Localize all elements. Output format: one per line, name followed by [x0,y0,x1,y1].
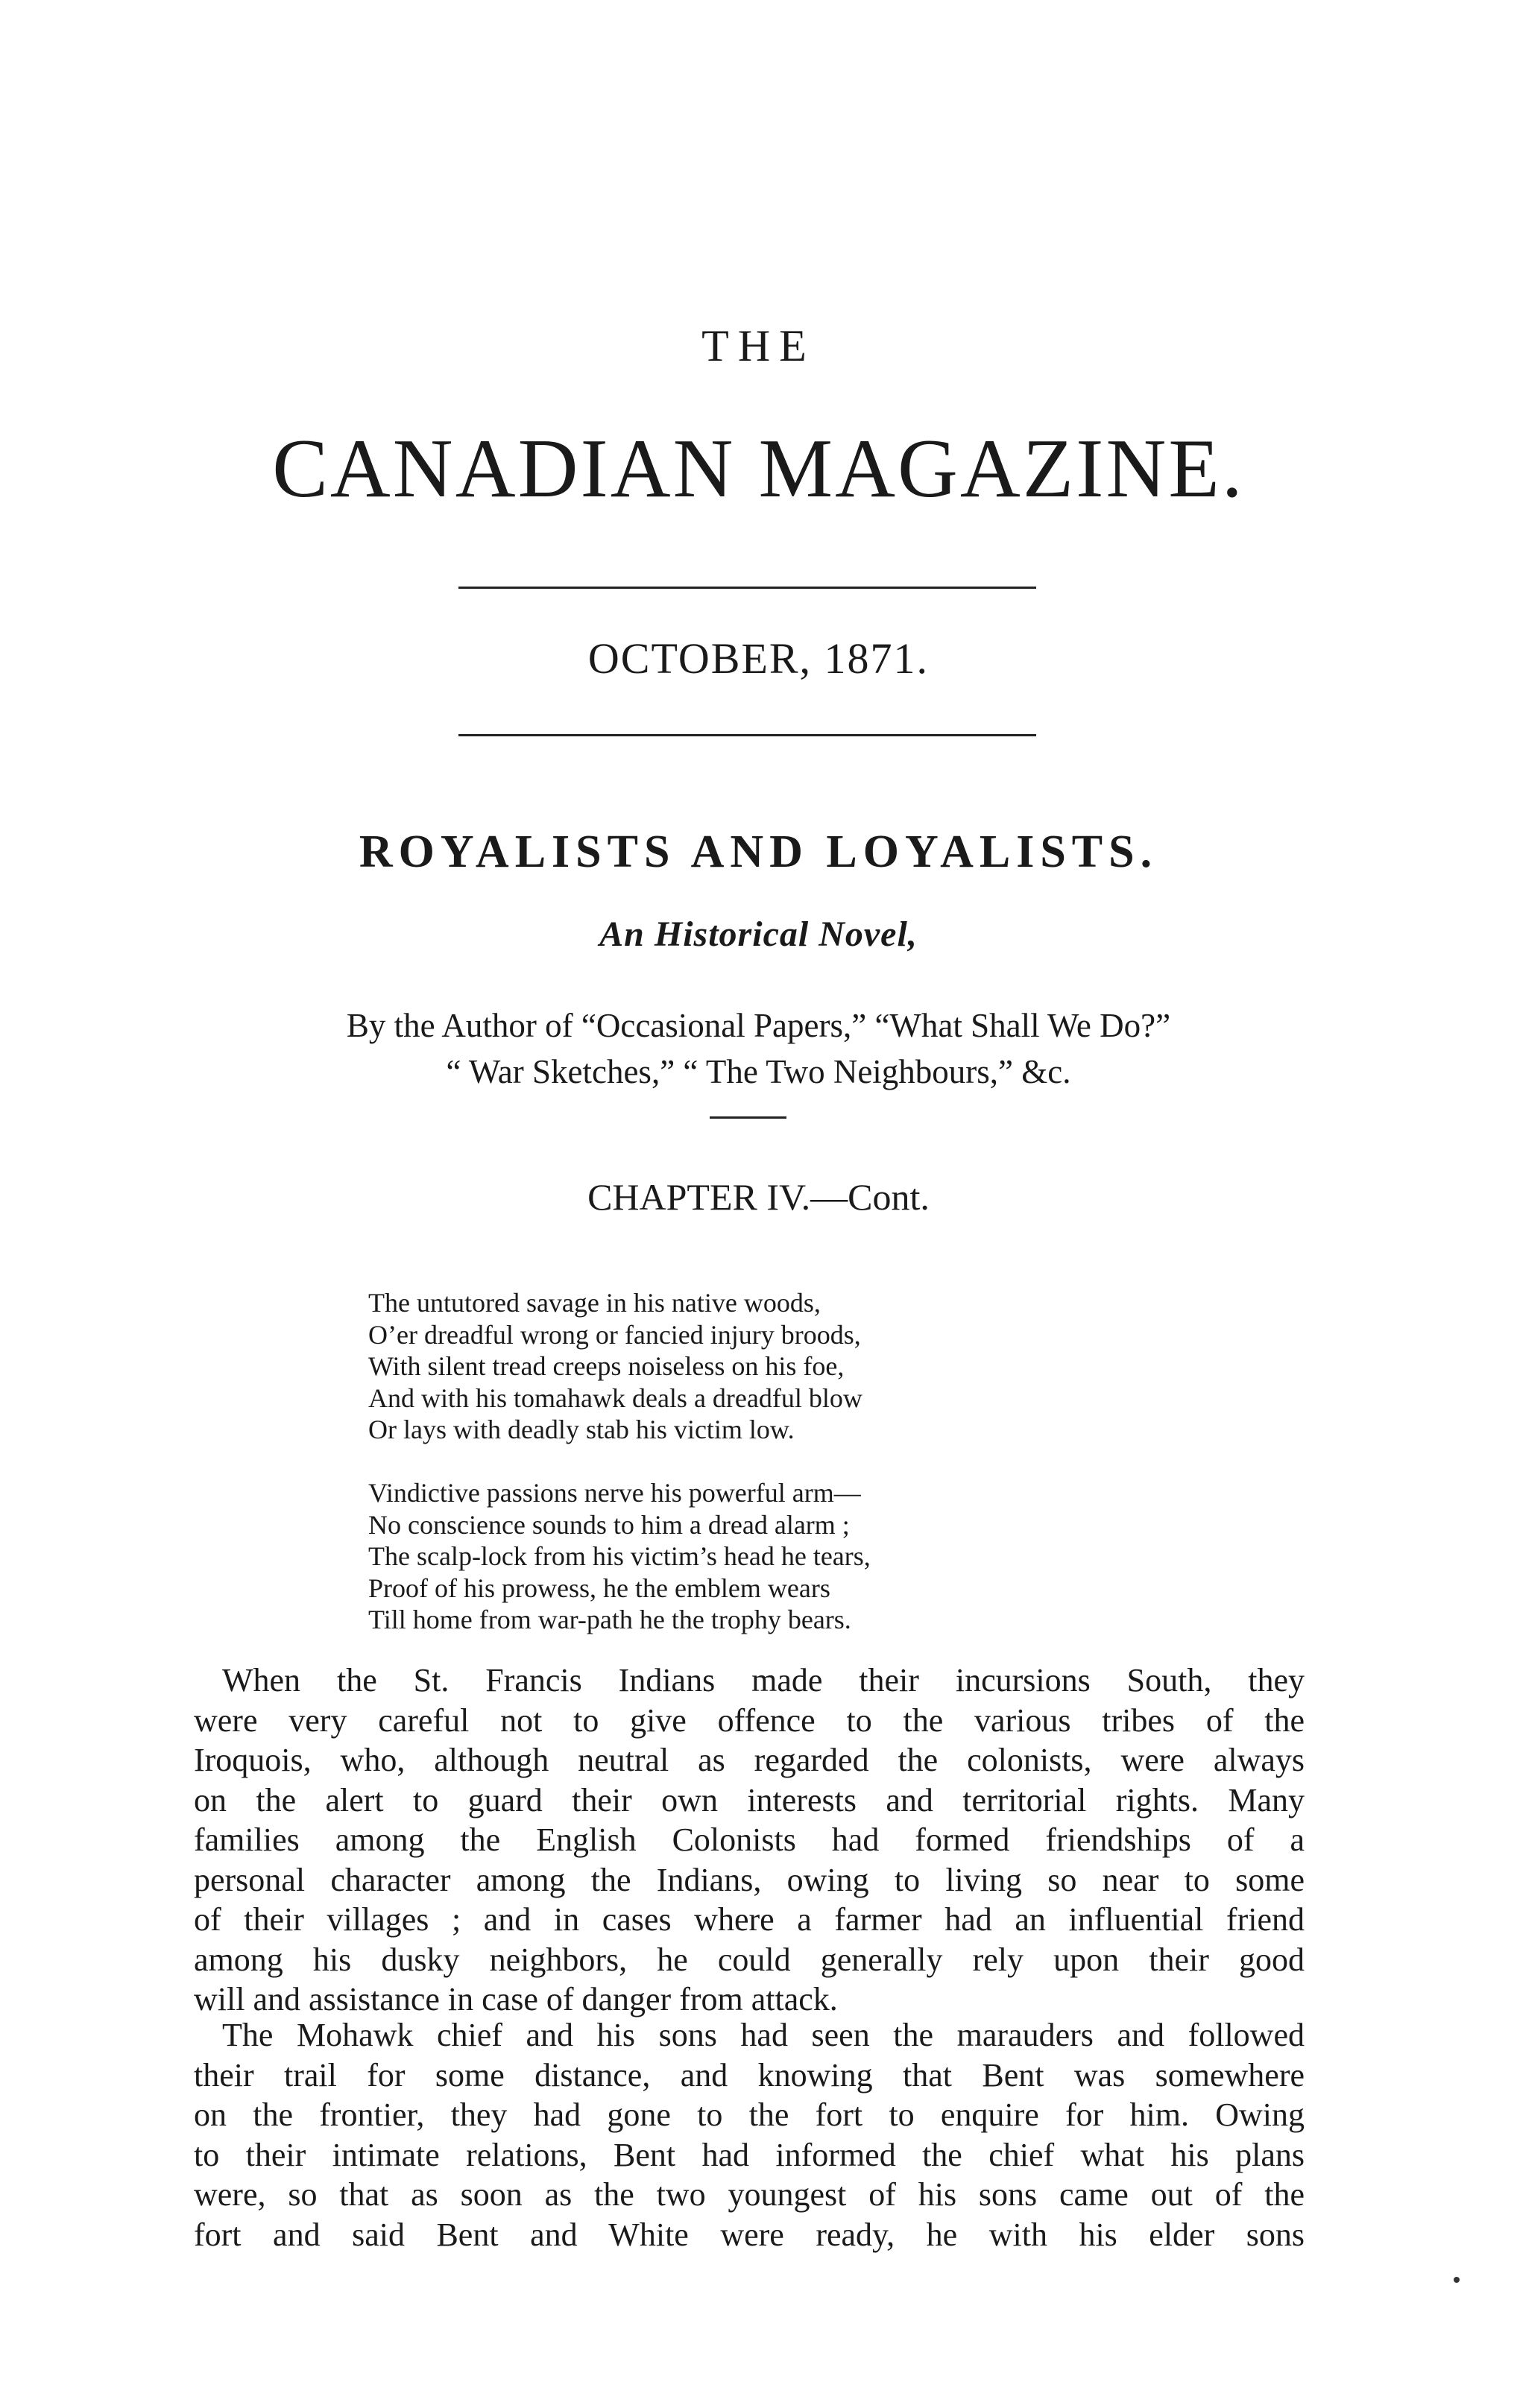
poem-line: No conscience sounds to him a dread alarm ; [368,1509,850,1540]
masthead-the: THE [701,321,816,370]
body-paragraph-1 [194,1660,1305,2020]
rule-divider-short [710,1116,786,1119]
poem-stanza-2 [368,1477,1158,1636]
poem-line: With silent tread creeps noiseless on his foe, [368,1351,845,1381]
masthead-title: CANADIAN MAGAZINE. [272,423,1245,515]
poem-stanza-1 [368,1287,1158,1446]
text-line: of their villages ; and in cases where a farmer had an influential friend [194,1901,1305,1938]
chapter-heading: CHAPTER IV.—Cont. [587,1176,930,1218]
article-subtitle: An Historical Novel, [599,914,918,954]
text-line: their trail for some distance, and knowing that Bent was somewhere [194,2056,1305,2093]
text-line: among his dusky neighbors, he could generally rely upon their good [194,1941,1305,1978]
poem-line: Till home from war-path he the trophy bears. [368,1605,851,1634]
byline-line-1: By the Author of “Occasional Papers,” “What Shall We Do?” [346,1007,1171,1044]
poem-line: The scalp-lock from his victim’s head he tears, [368,1541,871,1571]
text-line: on the frontier, they had gone to the fort to enquire for him. Owing [194,2096,1305,2133]
poem-line: Vindictive passions nerve his powerful arm— [368,1478,861,1508]
text-line: were very careful not to give offence to the various tribes of the [194,1701,1305,1739]
page-mark-dot [1454,2277,1460,2283]
text-line: fort and said Bent and White were ready, he with his elder sons [194,2216,1305,2253]
poem-line: Proof of his prowess, he the emblem wears [368,1573,830,1603]
text-line: personal character among the Indians, owing to living so near to some [194,1861,1305,1898]
text-line: Iroquois, who, although neutral as regarded the colonists, were always [194,1742,1305,1778]
byline-line-2: “ War Sketches,” “ The Two Neighbours,” &c. [446,1053,1071,1090]
text-line: families among the English Colonists had formed friendships of a [194,1821,1305,1858]
poem-line: O’er dreadful wrong or fancied injury broods, [368,1319,861,1350]
text-line: The Mohawk chief and his sons had seen the marauders and followed [222,2017,1305,2053]
poem-line: And with his tomahawk deals a dreadful blow [368,1382,862,1413]
poem-line: Or lays with deadly stab his victim low. [368,1415,795,1444]
rule-divider-top [458,587,1036,589]
text-line: were, so that as soon as the two youngest of his sons came out of the [194,2176,1305,2213]
issue-date: OCTOBER, 1871. [587,634,930,683]
article-title: ROYALISTS AND LOYALISTS. [359,827,1158,877]
body-paragraph-2 [194,2015,1305,2254]
poem-line: The untutored savage in his native woods, [368,1288,821,1318]
text-line: When the St. Francis Indians made their incursions South, they [222,1662,1305,1698]
text-line: will and assistance in case of danger from attack. [194,1981,838,2017]
text-line: on the alert to guard their own interests and territorial rights. Many [194,1781,1305,1818]
text-line: to their intimate relations, Bent had informed the chief what his plans [194,2136,1305,2173]
rule-divider-bottom [458,734,1036,736]
